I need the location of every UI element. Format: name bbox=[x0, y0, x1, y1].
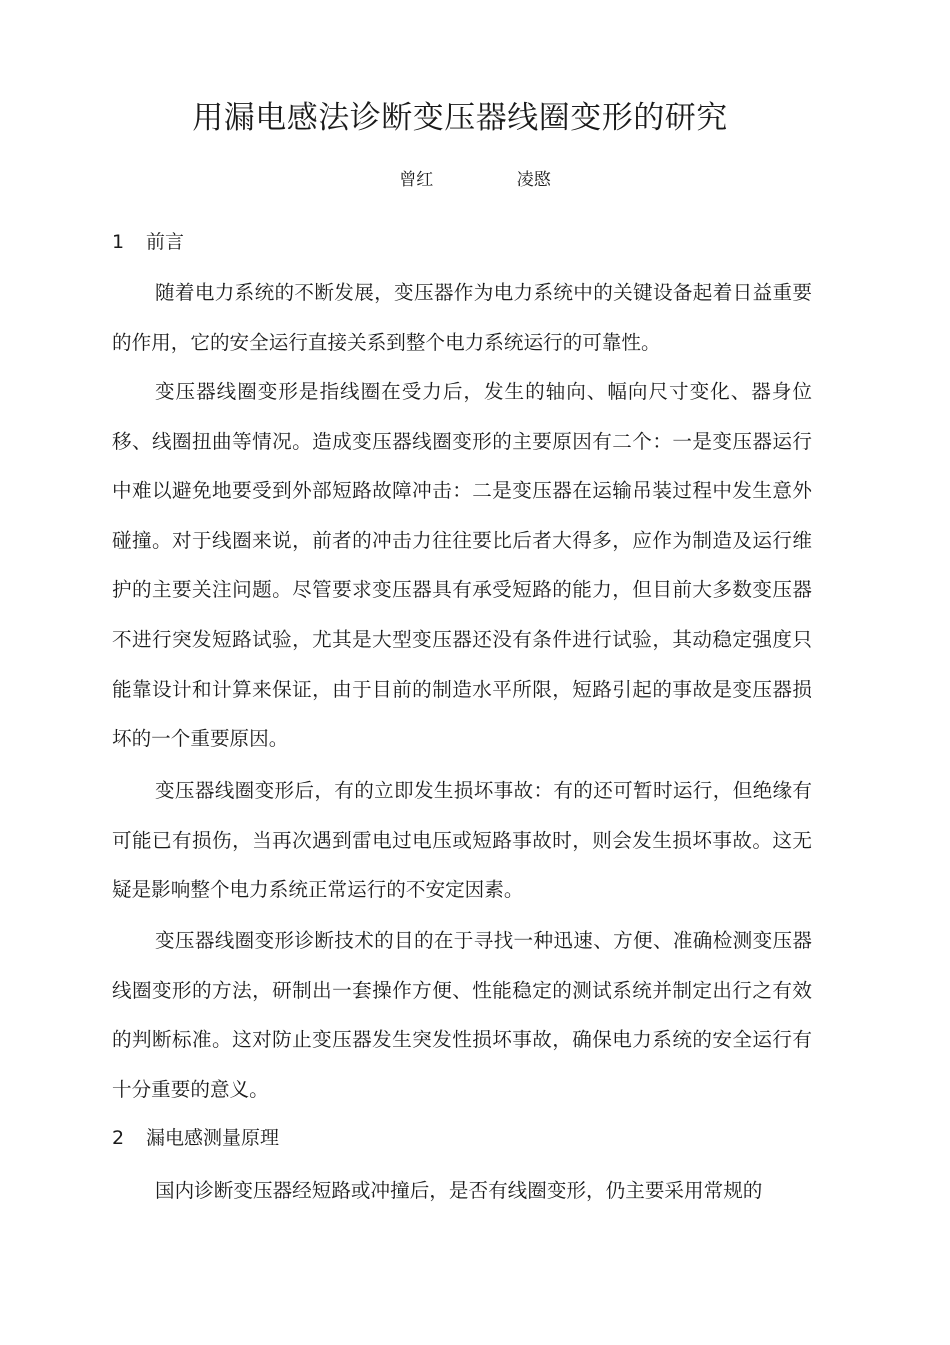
body-paragraph: 随着电力系统的不断发展，变压器作为电力系统中的关键设备起着日益重要的作用，它的安全运行直接关系到整个电力系统运行的可靠性。 bbox=[112, 281, 812, 354]
body-paragraph: 变压器线圈变形诊断技术的目的在于寻找一种迅速、方便、准确检测变压器线圈变形的方法，研制出一套操作方便、性能稳定的测试系统并制定出行之有效的判断标准。这对防止变压器发生突发性损坏事故，确保电力系统的安全运行有十分重要的意义。 bbox=[112, 929, 812, 1101]
section-title: 前言 bbox=[146, 231, 185, 253]
section-title: 漏电感测量原理 bbox=[146, 1127, 280, 1149]
body-paragraph: 变压器线圈变形后，有的立即发生损坏事故：有的还可暂时运行，但绝缘有可能已有损伤，当再次遇到雷电过电压或短路事故时，则会发生损坏事故。这无疑是影响整个电力系统正常运行的不安定因素。 bbox=[112, 779, 812, 902]
body-paragraph: 变压器线圈变形是指线圈在受力后，发生的轴向、幅向尺寸变化、器身位移、线圈扭曲等情况。造成变压器线圈变形的主要原因有二个：一是变压器运行中难以避免地要受到外部短路故障冲击：二是变压器在运输吊装过程中发生意外碰撞。对于线圈来说，前者的冲击力往往要比后者大得多，应作为制造及运行维护的主要关注问题。尽管要求变压器具有承受短路的能力，但目前大多数变压器不进行突发短路试验，尤其是大型变压器还没有条件进行试验，其动稳定强度只能靠设计和计算来保证，由于目前的制造水平所限，短路引起的事故是变压器损坏的一个重要原因。 bbox=[112, 380, 812, 751]
paper-title: 用漏电感法诊断变压器线圈变形的研究 bbox=[192, 100, 728, 136]
author-name: 曾红 bbox=[399, 170, 434, 190]
body-paragraph: 国内诊断变压器经短路或冲撞后，是否有线圈变形，仍主要采用常规的 bbox=[155, 1179, 763, 1202]
author-list bbox=[0, 166, 950, 194]
section-heading bbox=[112, 226, 184, 258]
author-name: 凌愍 bbox=[516, 170, 551, 190]
section-number: 1 bbox=[112, 231, 125, 253]
section-heading bbox=[112, 1122, 279, 1154]
section-number: 2 bbox=[112, 1127, 125, 1149]
